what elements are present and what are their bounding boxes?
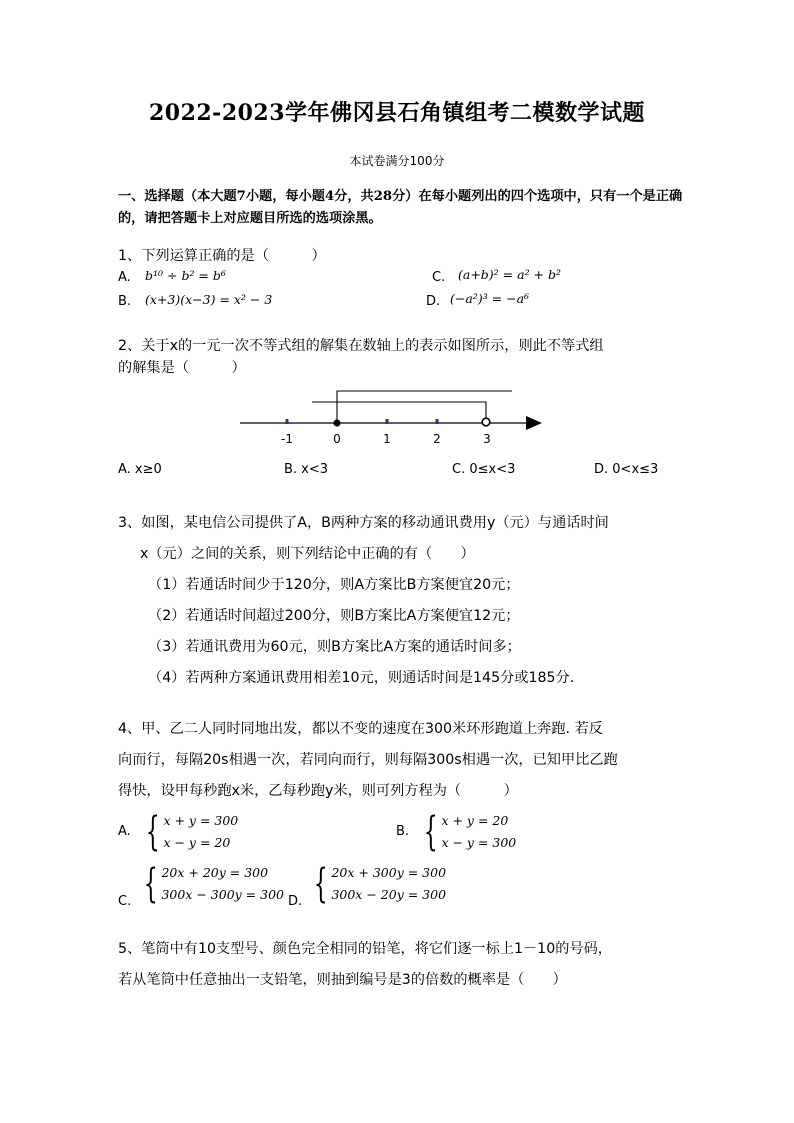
q3-stem-line2: x（元）之间的关系，则下列结论中正确的有（ ）: [140, 546, 475, 562]
q3-statement-3: （3）若通讯费用为60元，则B方案比A方案的通话时间多；: [148, 639, 521, 655]
q1-option-d: (−a²)³ = −a⁶: [450, 291, 530, 306]
q2-stem-line2: 的解集是（ ）: [118, 360, 246, 376]
tick-label: -1: [281, 432, 293, 446]
q1-stem: 1、下列运算正确的是（ ）: [118, 248, 326, 264]
brace-icon: {: [143, 861, 158, 907]
tick-label: 3: [483, 432, 491, 446]
equation: x − y = 300: [441, 835, 517, 850]
equation: x + y = 20: [441, 813, 509, 828]
q4-option-d-system: [308, 862, 446, 906]
page-title: 2022-2023学年佛冈县石角镇组考二模数学试题: [148, 100, 646, 126]
q4-option-c-label: C.: [118, 894, 132, 909]
equation: x − y = 20: [163, 835, 231, 850]
q4-option-d-label: D.: [288, 894, 303, 909]
solid-point-0: [333, 419, 340, 426]
q4-option-a-system: [140, 810, 238, 854]
tick-mark-2: [436, 419, 439, 424]
q5-stem-line1: 5、笔筒中有10支型号、颜色完全相同的铅笔，将它们逐一标上1－10的号码，: [118, 941, 612, 957]
q1-option-a: b¹⁰ ÷ b² = b⁶: [145, 268, 226, 283]
q4-stem-line1: 4、甲、乙二人同时同地出发，都以不变的速度在300米环形跑道上奔跑. 若反: [118, 721, 603, 737]
page-subtitle: 本试卷满分100分: [349, 154, 445, 168]
q1-option-c: (a+b)² = a² + b²: [458, 267, 562, 282]
number-line-arrow: [526, 416, 542, 430]
brace-icon: {: [145, 809, 160, 855]
q4-option-b-system: [418, 810, 516, 854]
equation: 300x − 20y = 300: [331, 887, 447, 902]
tick-label: 0: [333, 432, 341, 446]
equation: 300x − 300y = 300: [161, 887, 284, 902]
q1-option-d-label: D.: [426, 294, 441, 309]
q4-stem-line3: 得快，设甲每秒跑x米，乙每秒跑y米，则可列方程为（ ）: [118, 783, 518, 799]
q3-statement-4: （4）若两种方案通讯费用相差10元，则通话时间是145分或185分.: [148, 670, 575, 686]
q2-stem-line1: 2、关于x的一元一次不等式组的解集在数轴上的表示如图所示，则此不等式组: [118, 338, 604, 354]
brace-icon: {: [423, 809, 438, 855]
brace-icon: {: [313, 861, 328, 907]
bracket-x-lt-3: [312, 402, 486, 418]
number-line-figure: [230, 380, 560, 450]
tick-mark-1: [386, 419, 389, 424]
q3-statement-2: （2）若通话时间超过200分，则B方案比A方案便宜12元；: [148, 608, 520, 624]
q1-option-b: (x+3)(x−3) = x² − 3: [145, 292, 273, 307]
q1-option-a-label: A.: [118, 270, 131, 285]
q2-option-c: C. 0≤x<3: [452, 462, 516, 477]
q1-option-b-label: B.: [118, 294, 132, 309]
q2-option-d: D. 0<x≤3: [594, 462, 659, 477]
tick-mark-neg1: [286, 419, 289, 424]
tick-label: 2: [433, 432, 441, 446]
section-heading: 一、选择题（本大题7小题，每小题4分，共28分）在每小题列出的四个选项中，只有一个是正确的，请把答题卡上对应题目所选的选项涂黑。: [118, 189, 683, 226]
hollow-point-3: [482, 418, 490, 426]
q5-stem-line2: 若从笔筒中任意抽出一支铅笔，则抽到编号是3的倍数的概率是（ ）: [118, 972, 567, 988]
q4-option-c-system: [138, 862, 284, 906]
q4-option-b-label: B.: [396, 824, 410, 839]
q1-option-c-label: C.: [432, 270, 446, 285]
q2-option-a: A. x≥0: [118, 462, 162, 477]
q4-stem-line2: 向而行，每隔20s相遇一次，若同向而行，则每隔300s相遇一次，已知甲比乙跑: [118, 752, 618, 768]
tick-label: 1: [383, 432, 391, 446]
q3-stem-line1: 3、如图，某电信公司提供了A，B两种方案的移动通讯费用y（元）与通话时间: [118, 515, 609, 531]
q4-option-a-label: A.: [118, 824, 131, 839]
equation: 20x + 300y = 300: [331, 865, 447, 880]
q3-statement-1: （1）若通话时间少于120分，则A方案比B方案便宜20元；: [148, 577, 520, 593]
equation: x + y = 300: [163, 813, 239, 828]
q2-option-b: B. x<3: [284, 462, 329, 477]
equation: 20x + 20y = 300: [161, 865, 269, 880]
